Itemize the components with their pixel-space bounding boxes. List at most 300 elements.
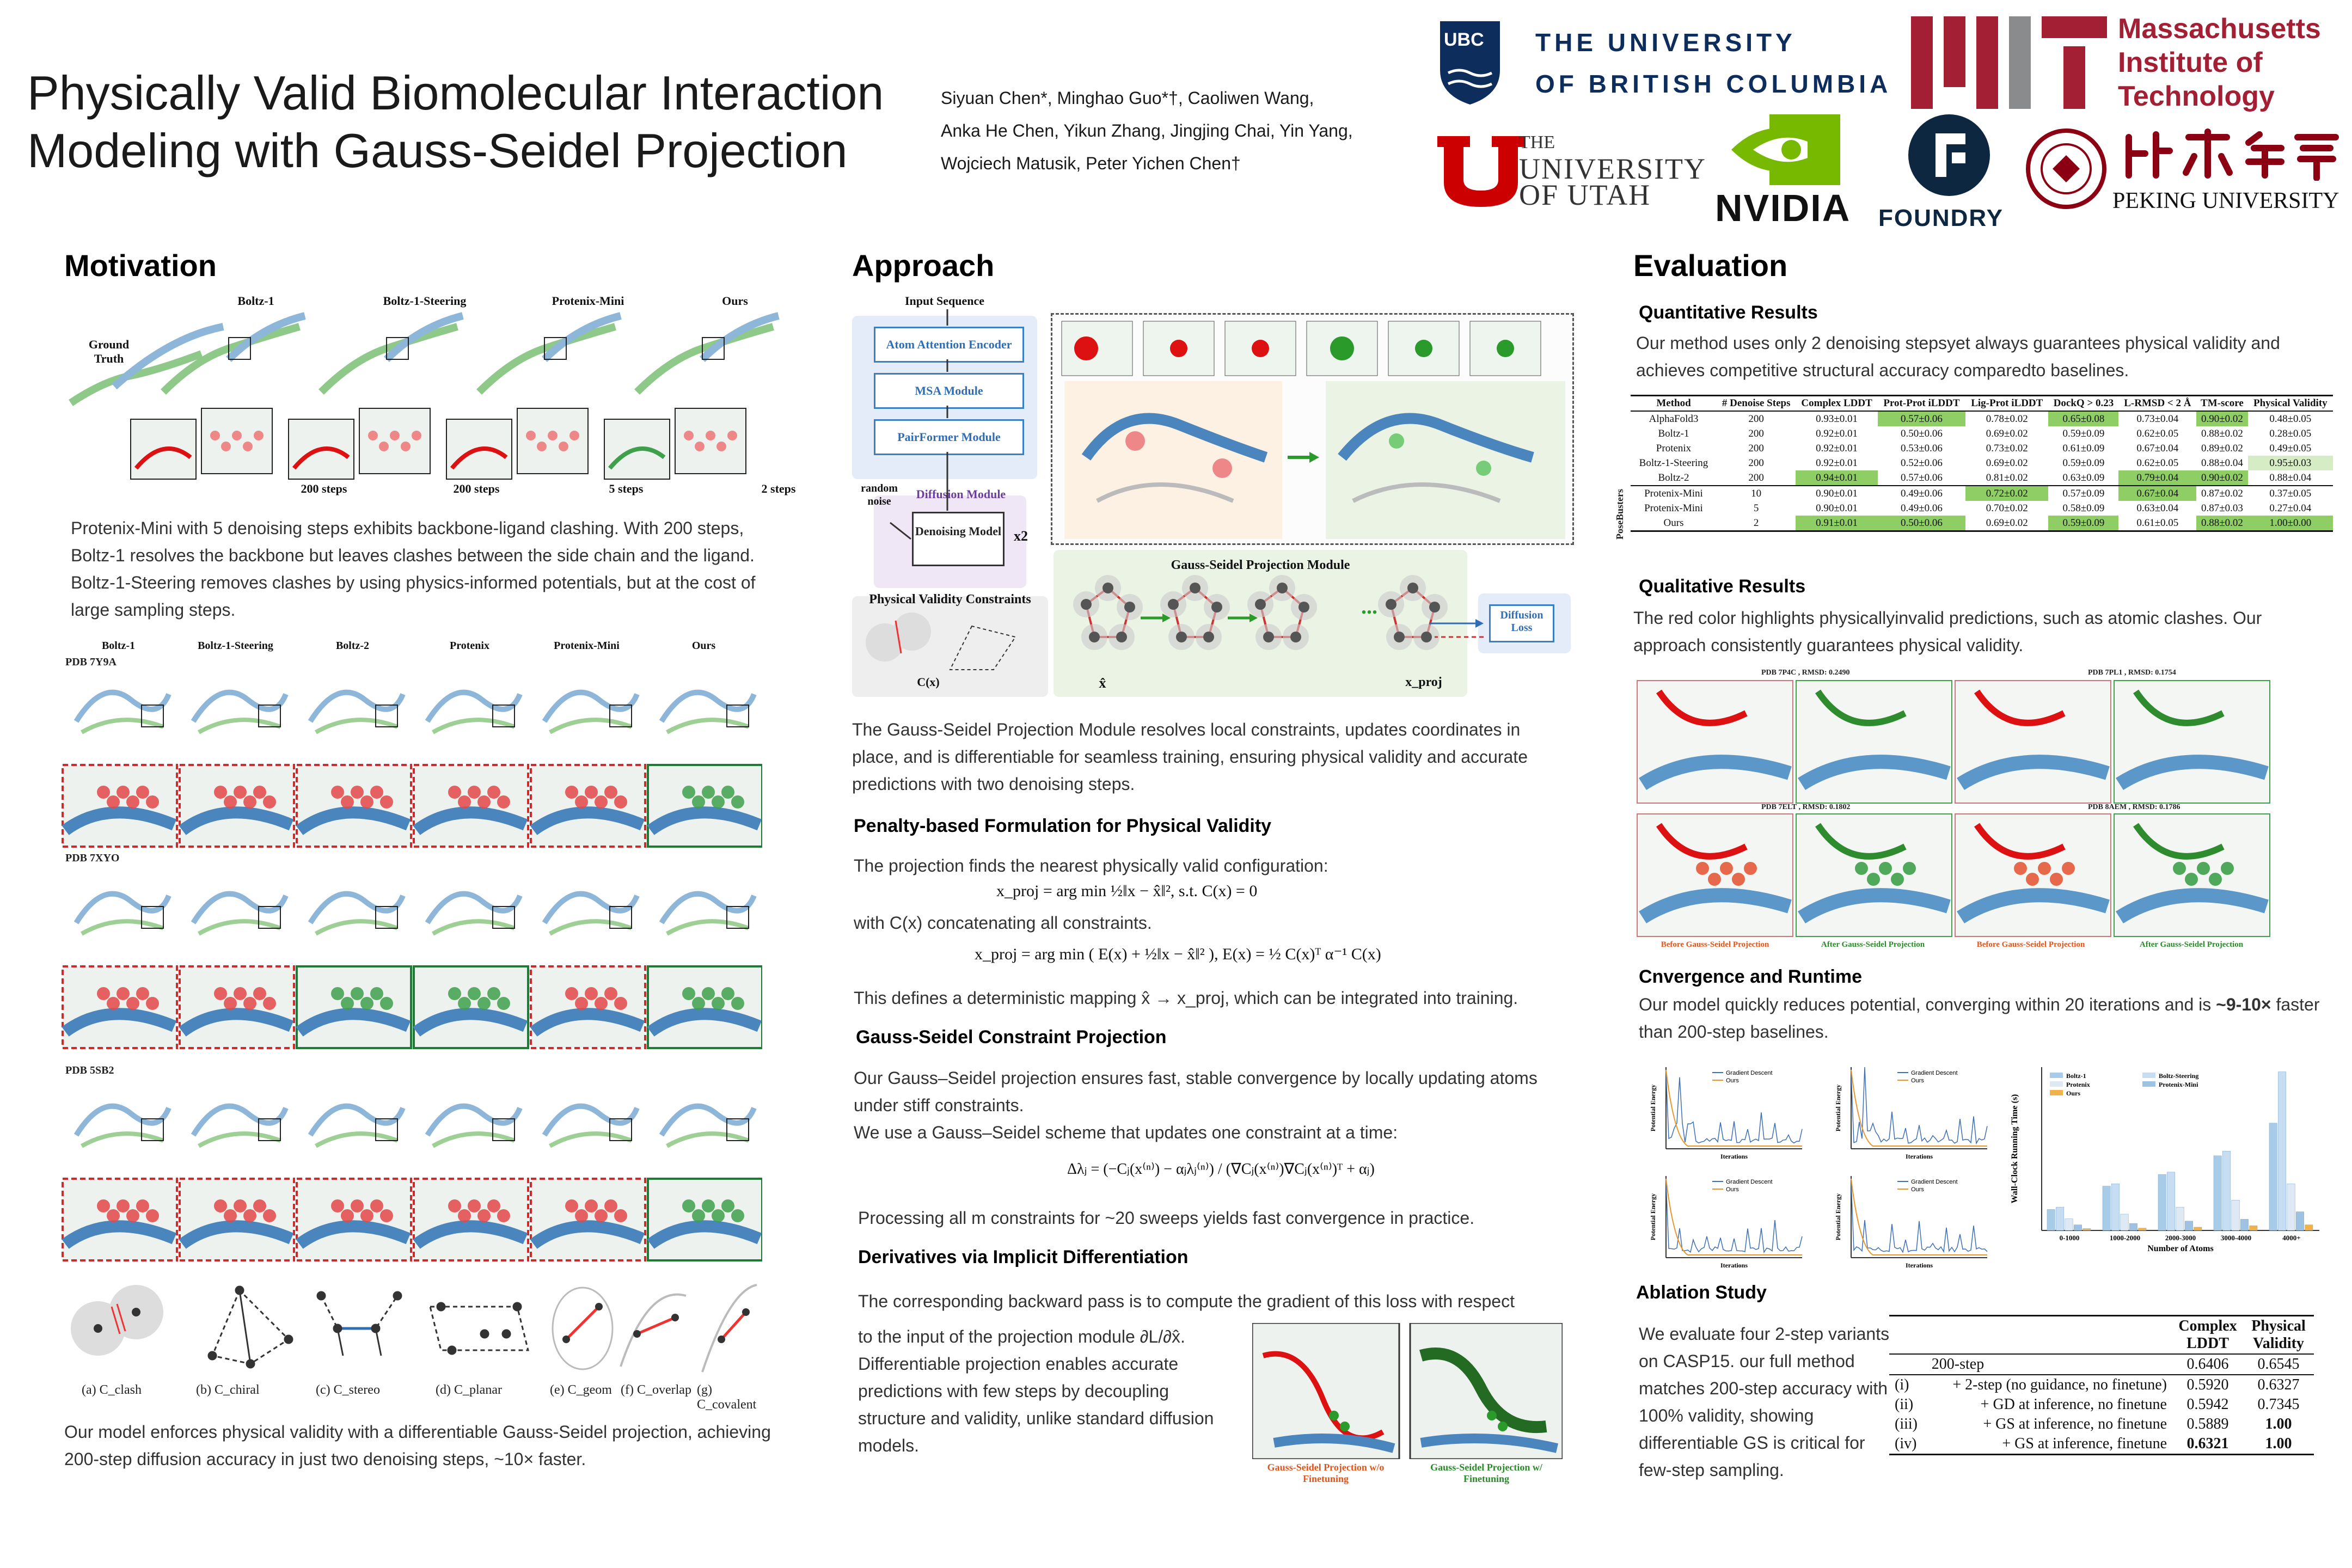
equation-penalty: x_proj = arg min ( E(x) + ½‖x − x̂‖² ), E(x) = ½ C(x)ᵀ α⁻¹ C(x) [975, 945, 1381, 963]
table-cell: 10 [1751, 487, 1762, 499]
axis-label: Iterations [1720, 1153, 1748, 1160]
table-cell: 0.95±0.03 [2248, 456, 2333, 470]
zoom-panel [63, 1179, 177, 1260]
legend-swatch [2050, 1073, 2063, 1078]
constraint-label: (d) C_planar [436, 1383, 502, 1397]
zoom-panel [531, 765, 645, 847]
table-row [1631, 411, 2333, 426]
constraint-label: (f) C_overlap [621, 1383, 691, 1397]
table-cell: 0.94±0.01 [1796, 470, 1878, 486]
table-cell: 0.37±0.05 [2269, 487, 2312, 499]
ubc-badge-text: UBC [1444, 29, 1484, 50]
bar [2296, 1212, 2304, 1230]
xhat-label: x̂ [1099, 675, 1106, 691]
convergence-text-a: Our model quickly reduces potential, converging within 20 iterations and is [1639, 995, 2216, 1014]
bar [2121, 1214, 2128, 1230]
covalent-constraint-diagram [702, 1285, 757, 1372]
table-cell: 0.67±0.04 [2118, 486, 2196, 501]
bar [2232, 1200, 2239, 1230]
bar [2047, 1209, 2055, 1230]
ablation-cell: 0.5889 [2186, 1416, 2229, 1432]
table-row [1631, 486, 2333, 501]
bar [2305, 1225, 2313, 1230]
legend-label: Gradient Descent [1911, 1070, 1958, 1076]
ground-truth-label: Ground Truth [88, 338, 130, 365]
utah-logo [1437, 136, 1524, 207]
bar [2074, 1225, 2081, 1230]
iteration-dots: ... [1361, 594, 1377, 618]
grid-method-label: Protenix [450, 640, 489, 652]
convergence-text-b: faster than 200-step baselines. [1639, 995, 2320, 1042]
equation-projection: x_proj = arg min ½‖x − x̂‖², s.t. C(x) = 0 [996, 882, 1258, 900]
ablation-cell: 0.5920 [2186, 1376, 2229, 1393]
derivative-text-1: The corresponding backward pass is to compute the gradient of this loss with respect [858, 1291, 1515, 1311]
x-tick-label: 0-1000 [2059, 1234, 2080, 1242]
table-cell: 0.59±0.09 [2048, 516, 2118, 531]
energy-plot [1649, 1176, 1802, 1269]
method-structure [289, 316, 463, 479]
table-cell: 200 [1748, 427, 1764, 439]
method-structure [446, 316, 621, 479]
table-cell: 0.92±0.01 [1816, 457, 1858, 469]
legend-label: Protenix-Mini [2159, 1081, 2198, 1088]
bar [2065, 1219, 2073, 1230]
table-row [1631, 470, 2333, 486]
times-two-label: x2 [1014, 528, 1028, 544]
bar [2278, 1072, 2286, 1230]
table-header: TM-score [2196, 396, 2247, 412]
gauss-seidel-text-1: Our Gauss–Seidel projection ensures fast, stable convergence by locally updating atoms under stiff constraints. [854, 1068, 1538, 1115]
table-cell: 0.88±0.02 [2196, 516, 2247, 531]
qualitative-panel [2114, 681, 2270, 803]
table-header: L-RMSD < 2 Å [2118, 396, 2196, 412]
peking-calligraphy-icon [2118, 126, 2347, 181]
table-cell: 0.93±0.01 [1816, 413, 1858, 425]
qualitative-panel [1796, 814, 1952, 936]
derivative-text-2: to the input of the projection module ∂L/∂x̂. [858, 1327, 1185, 1346]
table-row [1631, 516, 2333, 531]
qualitative-panel [1637, 814, 1793, 936]
authors-line-2: Anka He Chen, Yikun Zhang, Jingjing Chai, Yin Yang, [941, 121, 1353, 140]
convergence-paragraph [1639, 991, 2330, 1045]
convergence-speedup: ~9-10× [2216, 995, 2271, 1014]
bar [2222, 1151, 2230, 1230]
structure-thumbnail [661, 1106, 754, 1146]
physical-validity-label: Physical Validity Constraints [869, 592, 1031, 607]
ablation-row [1889, 1395, 2314, 1414]
structure-thumbnail [544, 693, 637, 732]
section-approach-heading: Approach [852, 248, 995, 283]
structure-thumbnail [193, 1106, 286, 1146]
ablation-cell: + GS at inference, no finetune [1983, 1416, 2167, 1432]
axis-label: Potential Energy [1649, 1193, 1657, 1241]
convergence-plots [1633, 1062, 2004, 1279]
table-cell: Boltz-2 [1658, 471, 1689, 483]
constraint-label: (a) C_clash [82, 1383, 142, 1397]
planar-constraint-diagram [430, 1303, 528, 1354]
motivation-top-figure [60, 294, 811, 501]
table-cell: 200 [1748, 471, 1764, 483]
table-cell: 0.78±0.02 [1986, 413, 2028, 425]
y-axis-label: Wall-Clock Running Time (s) [2010, 1094, 2019, 1204]
title-line-2: Modeling with Gauss-Seidel Projection [27, 124, 848, 177]
structure-thumbnail [76, 1106, 169, 1146]
table-cell: 0.69±0.02 [1986, 457, 2028, 469]
zoom-panel [63, 966, 177, 1048]
denoising-model-box: Denoising Model [912, 512, 1004, 566]
table-cell: 1.00±0.00 [2248, 516, 2333, 531]
diffusion-loss-box: Diffusion Loss [1489, 604, 1554, 642]
axis-label: Potential Energy [1834, 1084, 1842, 1132]
random-noise-label: random noise [861, 482, 898, 507]
bar [2287, 1184, 2295, 1230]
qual-caption: Before Gauss-Seidel Projection [1661, 940, 1769, 949]
cx-label: C(x) [917, 675, 940, 689]
table-header: DockQ > 0.23 [2048, 396, 2118, 412]
bar [2083, 1229, 2091, 1230]
qual-pdb-label: PDB 7PL1 , RMSD: 0.1754 [2088, 669, 2176, 677]
table-cell: 0.52±0.06 [1900, 457, 1943, 469]
zoom-panel [297, 966, 411, 1048]
grid-method-label: Boltz-1-Steering [198, 640, 273, 652]
mit-line-1: Massachusetts [2118, 13, 2321, 45]
structure-thumbnail [427, 693, 520, 732]
ablation-row [1889, 1375, 2314, 1395]
utah-line-1: THE [1519, 132, 1555, 152]
section-evaluation-heading: Evaluation [1633, 248, 1788, 283]
axis-label: Iterations [1906, 1153, 1933, 1160]
structure-thumbnail [544, 894, 637, 934]
x-tick-label: 3000-4000 [2220, 1234, 2252, 1242]
grid-method-label: Boltz-2 [335, 640, 370, 652]
legend-swatch [2050, 1081, 2063, 1087]
table-cell: Boltz-1-Steering [1639, 457, 1708, 469]
gauss-seidel-module-label: Gauss-Seidel Projection Module [1171, 558, 1350, 572]
pdb-label: PDB 7Y9A [65, 656, 117, 668]
ablation-cell: 0.6406 [2186, 1356, 2229, 1373]
structure-thumbnail [661, 894, 754, 934]
ablation-table [1889, 1315, 2314, 1455]
structure-thumbnail [310, 1106, 403, 1146]
table-cell: Boltz-1 [1658, 427, 1689, 439]
geom-constraint-diagram [553, 1288, 612, 1369]
approach-pipeline-figure [852, 294, 1571, 697]
table-row [1631, 456, 2333, 470]
grid-method-label: Ours [691, 640, 716, 652]
ubc-line-1: THE UNIVERSITY [1535, 28, 1796, 57]
title-line-1: Physically Valid Biomolecular Interaction [27, 66, 884, 120]
structure-thumbnail [310, 894, 403, 934]
structure-thumbnail [76, 693, 169, 732]
constraint-label: (b) C_chiral [196, 1383, 260, 1397]
utah-wordmark [1519, 130, 1706, 211]
bar [2185, 1221, 2192, 1230]
table-cell: 0.48±0.05 [2269, 413, 2312, 425]
zoom-panel [414, 966, 528, 1048]
zoom-panel [648, 1179, 762, 1260]
ablation-cell: (iv) [1895, 1435, 1917, 1452]
protein-after [1326, 381, 1565, 539]
table-cell: 0.61±0.09 [2062, 442, 2105, 454]
legend-label: Boltz-Steering [2159, 1072, 2199, 1080]
table-cell: 0.89±0.02 [2201, 442, 2243, 454]
constraint-label: (c) C_stereo [316, 1383, 380, 1397]
table-cell: 0.57±0.09 [2062, 487, 2105, 499]
axis-label: Potential Energy [1649, 1084, 1657, 1132]
table-header: Method [1631, 396, 1717, 412]
ablation-row [1889, 1414, 2314, 1434]
table-cell: 0.62±0.05 [2136, 457, 2179, 469]
ubc-wordmark [1535, 22, 1891, 105]
ablation-cell: 0.6327 [2257, 1376, 2300, 1393]
qualitative-panel [2114, 814, 2270, 936]
qual-caption: After Gauss-Seidel Projection [2139, 940, 2244, 949]
chiral-constraint-diagram [209, 1287, 292, 1368]
caption-without-finetuning: Gauss-Seidel Projection w/o Finetuning [1267, 1462, 1385, 1484]
mit-wordmark [2118, 12, 2321, 113]
table-cell: 0.88±0.04 [2201, 457, 2243, 469]
pdb-label: PDB 5SB2 [65, 1064, 114, 1076]
qualitative-paragraph: The red color highlights physicallyinvalid predictions, such as atomic clashes. Our approach consistently guarantees physical validity. [1633, 608, 2262, 655]
table-cell: 0.88±0.02 [2201, 427, 2243, 439]
qualitative-panel [1796, 681, 1952, 803]
ablation-cell: 0.6545 [2257, 1356, 2300, 1373]
bar [2167, 1172, 2175, 1230]
table-cell: 0.28±0.05 [2269, 427, 2312, 439]
step-label: 200 steps [453, 482, 500, 495]
legend-label: Ours [1911, 1186, 1924, 1193]
pairformer-module-box: PairFormer Module [874, 419, 1024, 455]
zoom-panel [180, 1179, 294, 1260]
overlap-constraint-diagram [621, 1295, 686, 1367]
energy-plot [1834, 1067, 1987, 1160]
deterministic-mapping-text: This defines a deterministic mapping x̂ → x_proj, which can be integrated into training. [854, 988, 1518, 1008]
bar [2194, 1227, 2202, 1230]
zoom-panel [297, 765, 411, 847]
zoom-panel [414, 765, 528, 847]
ablation-cell: (iii) [1895, 1416, 1918, 1432]
x-tick-label: 4000+ [2282, 1234, 2301, 1242]
pdb-label: PDB 7XYO [65, 852, 120, 864]
step-label: 5 steps [609, 482, 644, 495]
table-row [1631, 426, 2333, 441]
zoom-panel [648, 966, 762, 1048]
table-cell: 200 [1748, 457, 1764, 469]
msa-module-box: MSA Module [874, 373, 1024, 409]
table-cell: 0.73±0.02 [1986, 442, 2028, 454]
ablation-cell: 1.00 [2265, 1416, 2292, 1432]
foundry-wordmark: FOUNDRY [1878, 205, 2004, 231]
ablation-cell: + GD at inference, no finetune [1980, 1396, 2167, 1413]
legend-label: Gradient Descent [1726, 1070, 1773, 1076]
zoom-panel [648, 765, 762, 847]
ablation-cell: (i) [1895, 1376, 1909, 1393]
structure-thumbnail [661, 693, 754, 732]
qualitative-panel [1955, 814, 2111, 936]
gauss-seidel-text-3: Processing all m constraints for ~20 sweeps yields fast convergence in practice. [858, 1208, 1475, 1228]
qualitative-panel [1955, 681, 2111, 803]
motivation-grid-figure [60, 640, 762, 1263]
utah-line-3: OF UTAH [1519, 179, 1651, 211]
ablation-header: Physical Validity [2251, 1318, 2306, 1352]
legend-label: Ours [1726, 1186, 1739, 1193]
derivative-text-3: Differentiable projection enables accurate predictions with few steps by decoupling structure and validity, unlike standard diffusion models. [858, 1354, 1214, 1455]
qualitative-subheading: Qualitative Results [1639, 576, 1806, 597]
method-structure [604, 316, 779, 479]
quantitative-paragraph: Our method uses only 2 denoising stepsyet always guarantees physical validity and achieves competitive structural accuracy comparedto baselines. [1636, 333, 2280, 380]
bar [2139, 1228, 2146, 1230]
penalty-subheading: Penalty-based Formulation for Physical Validity [854, 816, 1272, 836]
table-cell: 0.53±0.06 [1900, 442, 1943, 454]
runtime-bar-chart [2004, 1062, 2330, 1269]
projection-finds-text: The projection finds the nearest physically valid configuration: [854, 856, 1328, 875]
bar [2214, 1156, 2221, 1230]
quantitative-subheading: Quantitative Results [1639, 302, 1818, 323]
approach-paragraph-1: The Gauss-Seidel Projection Module resolves local constraints, updates coordinates in place, and is differentiable for seamless training, ensuring physical validity and accurate predictions with two denoising steps. [852, 720, 1528, 794]
peking-wordmark: PEKING UNIVERSITY [2112, 188, 2339, 213]
ablation-cell: 0.7345 [2257, 1396, 2300, 1413]
zoom-panel [180, 765, 294, 847]
ablation-cell: 0.6321 [2186, 1435, 2229, 1452]
table-cell: 0.67±0.04 [2136, 442, 2179, 454]
ablation-subheading: Ablation Study [1636, 1282, 1767, 1303]
table-header: # Denoise Steps [1717, 396, 1796, 412]
table-cell: 5 [1753, 502, 1759, 514]
structure-thumbnail [310, 693, 403, 732]
table-cell: 0.59±0.09 [2062, 457, 2105, 469]
posebusters-group-label: PoseBusters [1614, 489, 1625, 540]
method-structure [131, 316, 305, 479]
legend-label: Ours [1726, 1077, 1739, 1084]
table-cell: 0.65±0.08 [2048, 411, 2118, 426]
nvidia-eye-icon [1731, 114, 1840, 185]
legend-label: Boltz-1 [2066, 1072, 2086, 1080]
molecule-iteration [1378, 575, 1448, 650]
table-cell: 0.63±0.04 [2136, 502, 2179, 514]
legend-swatch [2050, 1090, 2063, 1095]
qual-pdb-label: PDB 8AEM , RMSD: 0.1786 [2088, 803, 2180, 811]
table-cell: 200 [1748, 442, 1764, 454]
table-cell: 0.62±0.05 [2136, 427, 2179, 439]
table-cell: Protenix [1656, 442, 1692, 454]
table-cell: 0.81±0.02 [1986, 471, 2028, 483]
ablation-cell: (ii) [1895, 1396, 1914, 1413]
table-cell: 0.90±0.02 [2196, 470, 2247, 486]
motivation-paragraph-2: Our model enforces physical validity with a differentiable Gauss-Seidel projection, achieving 200-step diffusion accuracy in just two denoising steps, ~10× faster. [64, 1422, 771, 1469]
legend-label: Gradient Descent [1726, 1179, 1773, 1185]
zoom-panel [531, 966, 645, 1048]
table-cell: 0.57±0.06 [1900, 471, 1943, 483]
protein-before [1064, 381, 1282, 539]
qualitative-figure [1636, 670, 2273, 958]
ablation-header: Complex LDDT [2178, 1318, 2237, 1352]
ablation-cell: 200-step [1931, 1356, 1984, 1373]
mit-logo [1911, 16, 2107, 109]
ablation-cell: + 2-step (no guidance, no finetune) [1952, 1376, 2167, 1393]
table-cell: 0.79±0.04 [2118, 470, 2196, 486]
table-cell: 0.90±0.01 [1816, 487, 1858, 499]
qual-pdb-label: PDB 7ELT , RMSD: 0.1802 [1761, 803, 1851, 811]
table-row [1631, 501, 2333, 516]
section-motivation-heading: Motivation [64, 248, 217, 283]
qual-caption: Before Gauss-Seidel Projection [1976, 940, 2085, 949]
legend-swatch [2142, 1073, 2155, 1078]
bar [2056, 1207, 2063, 1230]
axis-label: Potential Energy [1834, 1193, 1842, 1241]
table-header: Complex LDDT [1796, 396, 1878, 412]
results-table [1614, 395, 2333, 540]
clash-constraint-diagram [71, 1285, 163, 1356]
equation-lambda-update: Δλⱼ = (−Cⱼ(x⁽ⁿ⁾) − αⱼλⱼ⁽ⁿ⁾) / (∇Cⱼ(x⁽ⁿ⁾)∇Cⱼ(x⁽ⁿ⁾)ᵀ + αⱼ) [1067, 1161, 1375, 1178]
top-method-label: Ours [722, 294, 748, 308]
bar [2269, 1123, 2277, 1230]
ablation-cell: 0.5942 [2186, 1396, 2229, 1413]
legend-label: Ours [2066, 1089, 2081, 1097]
axis-label: Iterations [1906, 1261, 1933, 1269]
axis-label: Iterations [1720, 1261, 1748, 1269]
top-method-label: Boltz-1 [237, 294, 274, 308]
table-cell: 0.69±0.02 [1986, 427, 2028, 439]
ablation-row [1889, 1434, 2314, 1455]
bar [2250, 1226, 2257, 1230]
gauss-seidel-subheading: Gauss-Seidel Constraint Projection [856, 1027, 1167, 1048]
table-cell: 0.88±0.04 [2269, 471, 2312, 483]
table-header: Lig-Prot iLDDT [1965, 396, 2048, 412]
table-cell: 0.87±0.02 [2201, 487, 2243, 499]
bar [2129, 1223, 2137, 1230]
caption-with-finetuning: Gauss-Seidel Projection w/ Finetuning [1430, 1462, 1542, 1484]
legend-swatch [2142, 1081, 2155, 1087]
implicit-diff-subheading: Derivatives via Implicit Differentiation [858, 1247, 1189, 1267]
gauss-seidel-text-2: We use a Gauss–Seidel scheme that updates one constraint at a time: [854, 1123, 1398, 1142]
ablation-cell: + GS at inference, finetune [2002, 1435, 2167, 1452]
table-cell: 0.72±0.02 [1965, 486, 2048, 501]
bar [2240, 1219, 2248, 1230]
zoom-panel [63, 765, 177, 847]
table-cell: 0.70±0.02 [1986, 502, 2028, 514]
table-cell: 0.61±0.05 [2136, 517, 2179, 529]
finetuning-figure [1252, 1323, 1563, 1492]
molecule-iteration [1073, 575, 1171, 650]
nvidia-wordmark: NVIDIA [1715, 187, 1851, 229]
zoom-panel [414, 1179, 528, 1260]
stereo-constraint-diagram [317, 1292, 401, 1356]
constraint-label: (g) C_covalent [697, 1383, 757, 1412]
table-cell: 0.90±0.01 [1816, 502, 1858, 514]
energy-plot [1834, 1176, 1987, 1269]
table-row [1631, 441, 2333, 456]
step-label: 2 steps [761, 482, 796, 495]
table-header: Physical Validity [2248, 396, 2333, 412]
molecule-iteration [1160, 575, 1258, 650]
input-sequence-label: Input Sequence [904, 294, 985, 308]
table-cell: 0.92±0.01 [1816, 427, 1858, 439]
table-cell: 200 [1748, 413, 1764, 425]
table-cell: Protenix-Mini [1644, 487, 1703, 499]
legend-label: Ours [1911, 1077, 1924, 1084]
table-cell: 0.59±0.09 [2062, 427, 2105, 439]
structure-thumbnail [76, 894, 169, 934]
xproj-label: x_proj [1405, 675, 1442, 689]
utah-line-2: UNIVERSITY [1519, 152, 1706, 185]
grid-method-label: Boltz-1 [101, 640, 136, 652]
ablation-cell: 1.00 [2265, 1435, 2292, 1452]
zoom-panel [180, 966, 294, 1048]
table-cell: 0.50±0.06 [1878, 516, 1965, 531]
qual-pdb-label: PDB 7P4C , RMSD: 0.2490 [1761, 669, 1850, 677]
structure-thumbnail [427, 894, 520, 934]
legend-label: Gradient Descent [1911, 1179, 1958, 1185]
